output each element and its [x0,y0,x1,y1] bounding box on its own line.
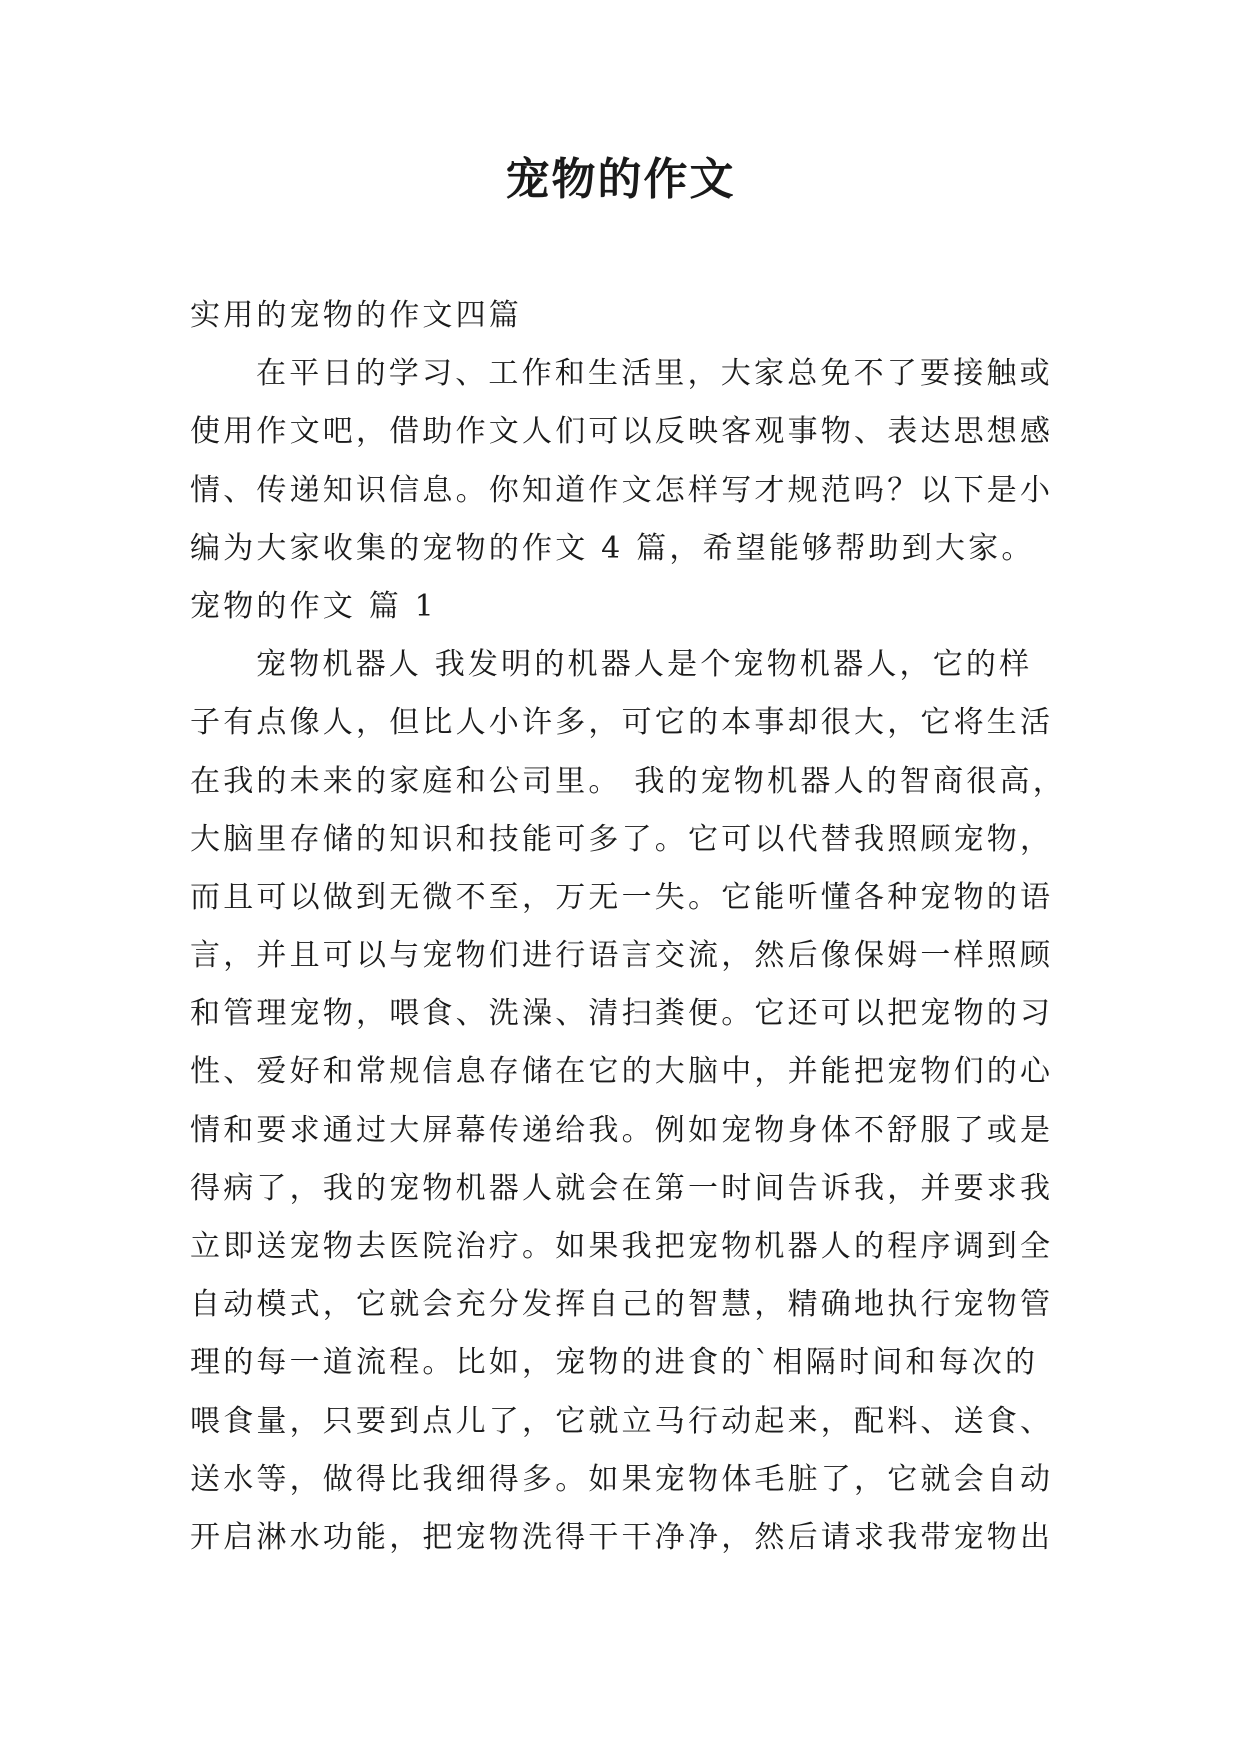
text-line: 言，并且可以与宠物们进行语言交流，然后像保姆一样照顾 [190,938,1054,974]
text-line: 而且可以做到无微不至，万无一失。它能听懂各种宠物的语 [190,879,1054,915]
text-line: 大脑里存储的知识和技能可多了。它可以代替我照顾宠物， [190,821,1054,857]
text-line: 立即送宠物去医院治疗。如果我把宠物机器人的程序调到全 [190,1229,1054,1264]
text-line: 实用的宠物的作文四篇 [190,298,522,333]
text-line: 在我的未来的家庭和公司里。 我的宠物机器人的智商很高， [190,763,1066,799]
text-line: 得病了，我的宠物机器人就会在第一时间告诉我，并要求我 [190,1170,1054,1206]
text-line: 在平日的学习、工作和生活里，大家总免不了要接触或 [256,356,1053,392]
text-line: 编为大家收集的宠物的作文 4 篇，希望能够帮助到大家。 [190,530,1035,566]
text-line: 和管理宠物，喂食、洗澡、清扫粪便。它还可以把宠物的习 [190,996,1054,1032]
text-line: 宠物的作文 篇 1 [190,588,437,624]
text-line: 宠物机器人 我发明的机器人是个宠物机器人，它的样 [256,647,1033,683]
text-line: 子有点像人，但比人小许多，可它的本事却很大，它将生活 [190,705,1054,741]
document-title: 宠物的作文 [505,154,736,205]
text-line: 情和要求通过大屏幕传递给我。例如宠物身体不舒服了或是 [190,1112,1054,1148]
text-line: 理的每一道流程。比如，宠物的进食的`相隔时间和每次的 [190,1345,1039,1381]
text-line: 开启淋水功能，把宠物洗得干干净净，然后请求我带宠物出 [190,1519,1054,1555]
document-body [190,287,1066,1567]
text-line: 喂食量，只要到点儿了，它就立马行动起来，配料、送食、 [190,1403,1054,1439]
text-line: 自动模式，它就会充分发挥自己的智慧，精确地执行宠物管 [190,1287,1054,1323]
text-line: 使用作文吧，借助作文人们可以反映客观事物、表达思想感 [190,414,1054,450]
text-line: 送水等，做得比我细得多。如果宠物体毛脏了，它就会自动 [190,1461,1054,1497]
text-line: 情、传递知识信息。你知道作文怎样写才规范吗？以下是小 [190,472,1054,508]
text-line: 性、爱好和常规信息存储在它的大脑中，并能把宠物们的心 [190,1054,1054,1090]
